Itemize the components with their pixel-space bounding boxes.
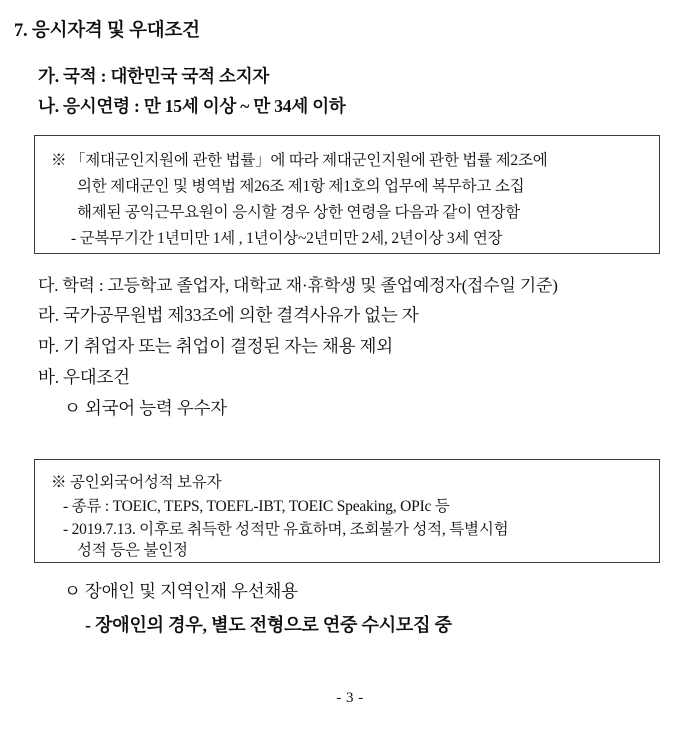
section-title: 7. 응시자격 및 우대조건 bbox=[14, 21, 200, 41]
note-box-language-line-4: 성적 등은 불인정 bbox=[77, 542, 188, 559]
note-box-language bbox=[34, 459, 660, 563]
subnote-disability-recruitment: - 장애인의 경우, 별도 전형으로 연중 수시모집 중 bbox=[85, 615, 452, 635]
note-box-language-line-3: - 2019.7.13. 이후로 취득한 성적만 유효하며, 조회불가 성적, 특별시험 bbox=[63, 521, 509, 538]
item-employment-exclusion: 마. 기 취업자 또는 취업이 결정된 자는 채용 제외 bbox=[38, 336, 393, 356]
item-education: 다. 학력 : 고등학교 졸업자, 대학교 재·휴학생 및 졸업예정자(접수일 기준) bbox=[38, 276, 558, 295]
note-box-age-line-3: 해제된 공익근무요원이 응시할 경우 상한 연령을 다음과 같이 연장함 bbox=[77, 204, 521, 221]
item-age: 나. 응시연령 : 만 15세 이상 ~ 만 34세 이하 bbox=[38, 96, 346, 116]
page-number: - 3 - bbox=[336, 690, 364, 706]
bullet-disability-local-talent: ㅇ 장애인 및 지역인재 우선채용 bbox=[64, 581, 298, 601]
item-nationality: 가. 국적 : 대한민국 국적 소지자 bbox=[38, 66, 270, 86]
bullet-language-proficiency: ㅇ 외국어 능력 우수자 bbox=[64, 398, 227, 418]
note-box-age-line-1: ※ 「제대군인지원에 관한 법률」에 따라 제대군인지원에 관한 법률 제2조에 bbox=[51, 152, 548, 169]
item-preference-conditions: 바. 우대조건 bbox=[38, 367, 130, 387]
item-disqualification: 라. 국가공무원법 제33조에 의한 결격사유가 없는 자 bbox=[38, 305, 419, 325]
note-box-age bbox=[34, 135, 660, 254]
note-box-language-line-2: - 종류 : TOEIC, TEPS, TOEFL-IBT, TOEIC Speaking, OPIc 등 bbox=[63, 498, 450, 515]
note-box-language-line-1: ※ 공인외국어성적 보유자 bbox=[51, 474, 222, 491]
note-box-age-line-4: - 군복무기간 1년미만 1세 , 1년이상~2년미만 2세, 2년이상 3세 연장 bbox=[71, 230, 503, 247]
note-box-age-line-2: 의한 제대군인 및 병역법 제26조 제1항 제1호의 업무에 복무하고 소집 bbox=[77, 178, 525, 195]
